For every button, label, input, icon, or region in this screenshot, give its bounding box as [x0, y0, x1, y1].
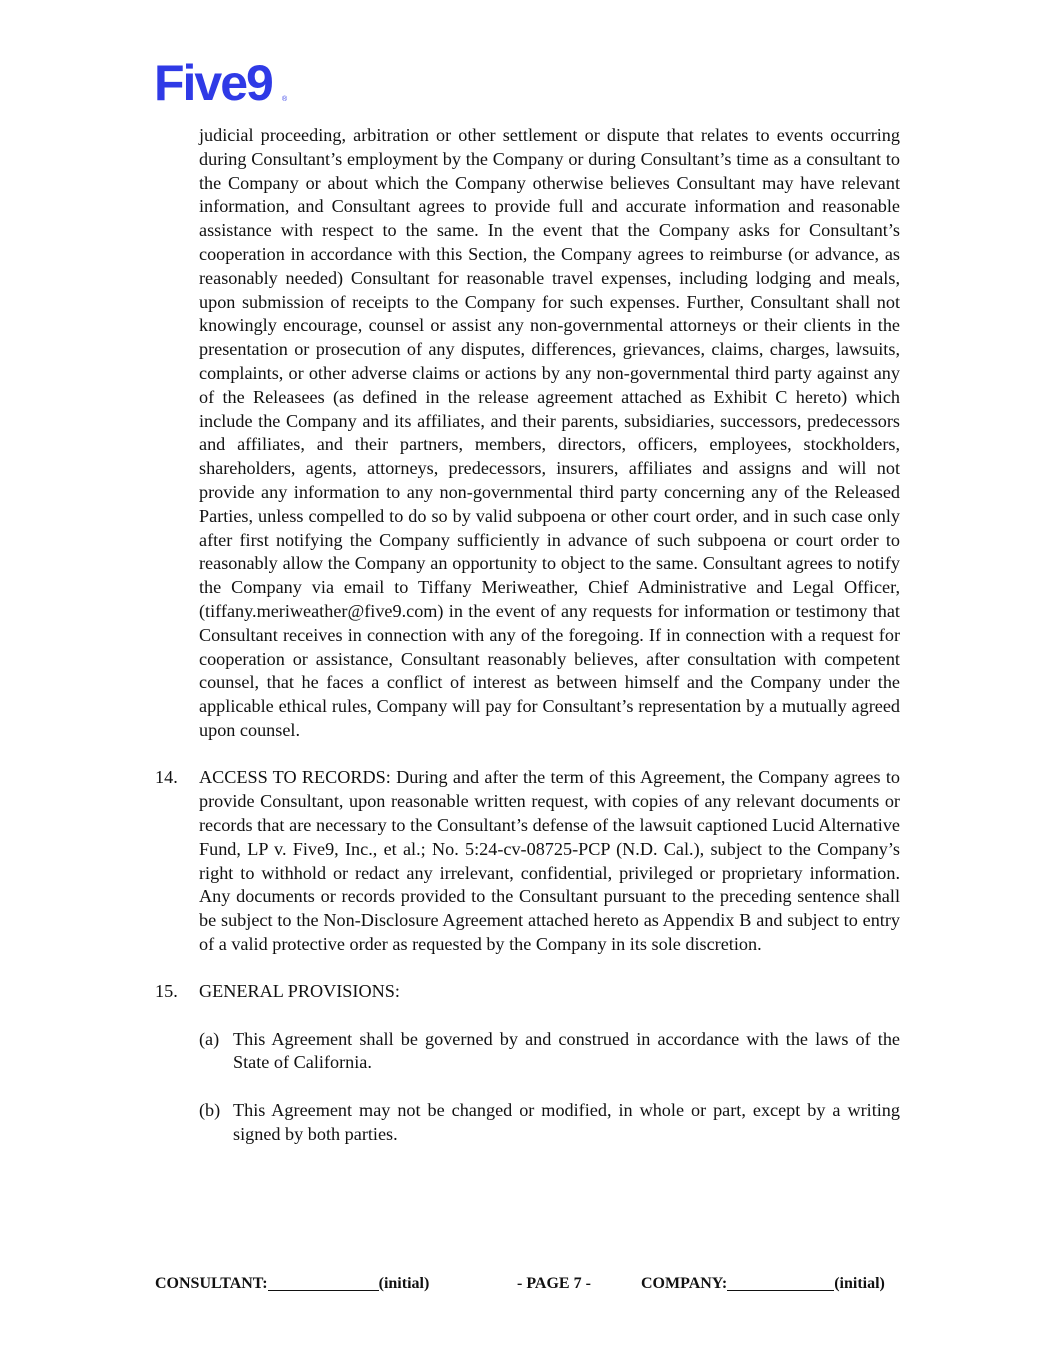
- company-label: COMPANY:: [641, 1275, 728, 1292]
- continuation-paragraph: judicial proceeding, arbitration or other settlement or dispute that relates to events occurring during Consultant’s employment by the Company or during Consultant’s time as a consultant to the Company or about which the Company otherwise believes Consultant may have relevant information, and Consultant agrees to provide full and accurate information and reasonable assistance with respect to the same. In the event that the Company asks for Consultant’s cooperation in accordance with this Section, the Company agrees to reimburse (or advance, as reasonably needed) Consultant for reasonable travel expenses, including lodging and meals, upon submission of receipts to the Company for such expenses. Further, Consultant shall not knowingly encourage, counsel or assist any non-governmental attorneys or their clients in the presentation or prosecution of any disputes, differences, grievances, claims, charges, lawsuits, complaints, or other adverse claims or actions by any non-governmental third party against any of the Releasees (as defined in the release agreement attached as Exhibit C hereto) which include the Company and its affiliates, and their parents, subsidiaries, successors, predecessors and affiliates, and their partners, members, directors, officers, employees, stockholders, shareholders, agents, attorneys, predecessors, insurers, affiliates and assigns and will not provide any information to any non-governmental third party concerning any of the Released Parties, unless compelled to do so by valid subpoena or other court order, and in such case only after first notifying the Company sufficiently in advance of such subpoena or court order to reasonably allow the Company an opportunity to object to the same. Consultant agrees to notify the Company via email to Tiffany Meriweather, Chief Administrative and Legal Officer, (tiffany.meriweather@five9.com) in the event of any requests for information or testimony that Consultant receives in connection with any of the foregoing. If in connection with a request for cooperation or assistance, Consultant reasonably believes, after consultation with competent counsel, that he faces a conflict of interest as between himself and the Company under the applicable ethical rules, Company will pay for Consultant’s representation by a mutually agreed upon counsel.: [199, 125, 900, 740]
- subsection-label: (b): [199, 1099, 221, 1120]
- page-number: - PAGE 7 -: [517, 1275, 591, 1292]
- section-14: [155, 766, 900, 956]
- subsection-label: (a): [199, 1028, 220, 1049]
- company-initial-hint: (initial): [834, 1275, 885, 1292]
- section-number: 14.: [155, 767, 178, 788]
- subsection-a: [155, 1028, 900, 1076]
- company-initial-field: [641, 1275, 885, 1293]
- consultant-label: CONSULTANT:: [155, 1275, 268, 1292]
- consultant-initial-line[interactable]: [268, 1276, 379, 1291]
- section-heading: GENERAL PROVISIONS:: [199, 981, 400, 1002]
- subsection-text: This Agreement may not be changed or modified, in whole or part, except by a writing signed by both parties.: [233, 1099, 900, 1144]
- document-body: [155, 124, 900, 1146]
- five9-logo: Five9: [154, 55, 272, 111]
- page-footer: [155, 1275, 900, 1297]
- registered-mark: ®: [282, 96, 288, 103]
- consultant-initial-hint: (initial): [378, 1275, 430, 1292]
- company-initial-line[interactable]: [727, 1276, 834, 1291]
- subsection-b: [155, 1099, 900, 1147]
- consultant-initial-field: [155, 1275, 429, 1293]
- section-15: [155, 980, 900, 1004]
- section-text: ACCESS TO RECORDS: During and after the term of this Agreement, the Company agrees to provide Consultant, upon reasonable written request, with copies of any relevant documents or records that are necessary to the Consultant’s defense of the lawsuit captioned Lucid Alternative Fund, LP v. Five9, Inc., et al.; No. 5:24-cv-08725-PCP (N.D. Cal.), subject to the Company’s right to withhold or redact any irrelevant, confidential, privileged or proprietary information. Any documents or records provided to the Consultant pursuant to the preceding sentence shall be subject to the Non-Disclosure Agreement attached hereto as Appendix B and subject to entry of a valid protective order as requested by the Company in its sole discretion.: [199, 767, 900, 954]
- subsection-text: This Agreement shall be governed by and construed in accordance with the laws of the State of California.: [233, 1028, 900, 1073]
- section-number: 15.: [155, 981, 178, 1002]
